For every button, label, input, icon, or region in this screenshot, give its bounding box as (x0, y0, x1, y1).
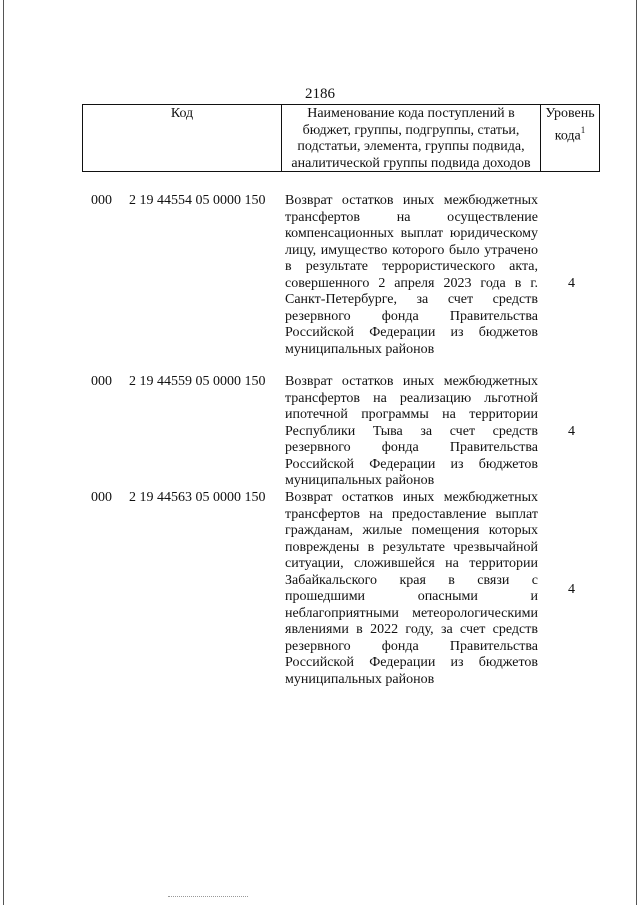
code-level: 4 (568, 276, 575, 291)
code-level: 4 (568, 424, 575, 439)
income-code: 2 19 44554 05 0000 150 (129, 193, 266, 208)
header-level-footnote: 1 (580, 124, 586, 135)
table-header (82, 104, 600, 172)
scan-artifact (168, 896, 248, 898)
income-name: Возврат остатков иных межбюджетных трансфертов на реализацию льготной ипотечной программы на территории Республики Тыва за счет средств резервного фонда Правительства Российской Федерации из бюджетов муниципальных районов (285, 374, 538, 488)
agency-code: 000 (91, 374, 112, 389)
agency-code: 000 (91, 193, 112, 208)
agency-code: 000 (91, 490, 112, 505)
header-name: Наименование кода поступлений в бюджет, группы, подгруппы, статьи, подстатьи, элемента, группы подвида, аналитической группы подвида доходов (281, 105, 540, 171)
page-edge-left (3, 0, 4, 905)
income-code: 2 19 44563 05 0000 150 (129, 490, 266, 505)
header-level-label: Уровень кода (545, 106, 595, 144)
income-name: Возврат остатков иных межбюджетных трансфертов на осуществление компенсационных выплат юридическому лицу, имущество которого было утрачено в результате террористического акта, совершенного 2 апреля 2023 года в г. Санкт-Петербурге, за счет средств резервного фонда Правительства Российской Федерации из бюджетов муниципальных районов (285, 193, 538, 357)
page-number: 2186 (305, 86, 335, 102)
header-level (540, 105, 599, 171)
income-code: 2 19 44559 05 0000 150 (129, 374, 266, 389)
page-edge-right (636, 0, 637, 905)
code-level: 4 (568, 582, 575, 597)
income-name: Возврат остатков иных межбюджетных трансфертов на предоставление выплат гражданам, жилые помещения которых повреждены в результате чрезвычайной ситуации, сложившейся на территории Забайкальского края в связи с прошедшими опасными и неблагоприятными метеорологическими явлениями в 2022 году, за счет средств резервного фонда Правительства Российской Федерации из бюджетов муниципальных районов (285, 490, 538, 687)
header-code: Код (170, 106, 194, 121)
